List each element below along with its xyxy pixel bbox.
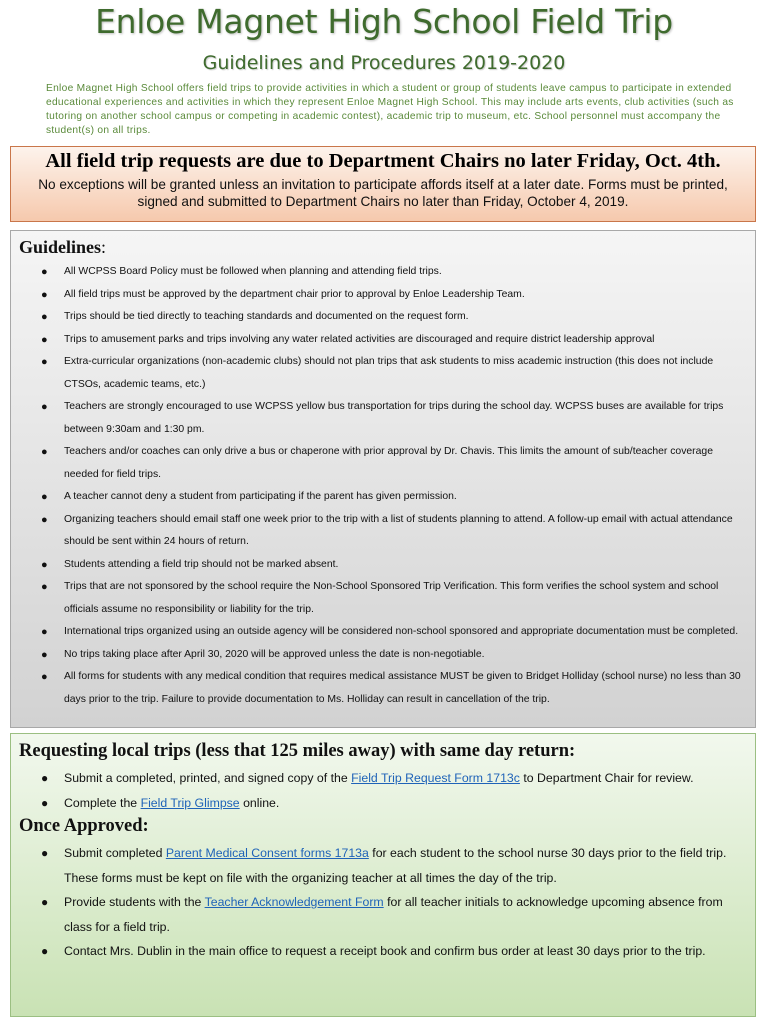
deadline-headline: All field trip requests are due to Department Chairs no later Friday, Oct. 4th. [45, 150, 721, 172]
guideline-item [11, 554, 755, 577]
bullet-icon: ● [41, 648, 48, 661]
list-item [11, 766, 755, 791]
guideline-text: International trips organized using an outside agency will be considered non-school sponsored and appropriate documentation must be completed. [64, 626, 739, 637]
intro-paragraph: Enloe Magnet High School offers field trips to provide activities in which a student or group of students leave campus to participate in extended educational experiences and activities in which they represent Enloe Magnet High School. This may include arts events, club activities (such as tutoring on another school campus or competing in academic contest), academic trip to museum, etc. School personnel must accompany the student(s) on all trips. [46, 83, 734, 136]
item-text: to Department Chair for review. [519, 771, 694, 785]
deadline-body: No exceptions will be granted unless an invitation to participate affords itself at a later date. Forms must be printed, signed and submitted to Department Chairs no later than Friday, October 4, 2019. [38, 177, 728, 209]
once-approved-list [11, 841, 755, 964]
guideline-text: Teachers are strongly encouraged to use WCPSS yellow bus transportation for trips during the school day. WCPSS buses are available for trips between 9:30am and 1:30 pm. [64, 401, 724, 435]
item-text: Contact Mrs. Dublin in the main office to request a receipt book and confirm bus order at least 30 days prior to the trip. [64, 944, 706, 958]
bullet-icon: ● [41, 266, 48, 278]
guideline-text: All WCPSS Board Policy must be followed when planning and attending field trips. [64, 266, 442, 277]
list-item [11, 791, 755, 816]
bullet-icon: ● [41, 513, 48, 526]
bullet-icon: ● [41, 846, 49, 860]
item-text: for each student to the school nurse 30 days prior to the field trip. These forms must be kept on file with the organizing teacher at all times the day of the trip. [64, 846, 727, 885]
bullet-icon: ● [41, 795, 49, 810]
bullet-icon: ● [41, 895, 49, 909]
local-trips-list [11, 766, 755, 815]
parent-medical-consent-link[interactable]: Parent Medical Consent forms 1713a [165, 846, 369, 860]
bullet-icon: ● [41, 401, 48, 413]
item-text: Provide students with the [64, 895, 205, 909]
guidelines-heading-colon: : [101, 237, 107, 257]
guideline-item [11, 441, 755, 486]
guideline-item [11, 509, 755, 554]
local-trips-section [10, 733, 756, 1017]
guideline-text: Trips to amusement parks and trips involving any water related activities are discouraged and require district leadership approval [64, 333, 655, 345]
guideline-text: Extra-curricular organizations (non-academic clubs) should not plan trips that ask students to miss academic instruction (this does not include CTSOs, academic teams, etc.) [64, 356, 714, 390]
guideline-item [11, 486, 755, 509]
local-trips-heading: Requesting local trips (less that 125 miles away) with same day return: [19, 741, 576, 761]
guideline-text: Teachers and/or coaches can only drive a bus or chaperone with prior approval by Dr. Chavis. This limits the amount of sub/teacher coverage needed for field trips. [64, 446, 713, 480]
guideline-text: Students attending a field trip should not be marked absent. [64, 558, 339, 570]
deadline-banner [10, 146, 756, 222]
bullet-icon: ● [41, 626, 48, 638]
list-item [11, 890, 755, 939]
list-item [11, 841, 755, 890]
field-trip-request-form-link[interactable]: Field Trip Request Form 1713c [351, 771, 520, 785]
guideline-item [11, 666, 755, 711]
bullet-icon: ● [41, 581, 48, 593]
page-subtitle: Guidelines and Procedures 2019-2020 [202, 52, 566, 74]
bullet-icon: ● [41, 311, 48, 323]
guidelines-list [11, 261, 755, 711]
guideline-item [11, 351, 755, 396]
guideline-item [11, 306, 755, 329]
guideline-item [11, 621, 755, 644]
guideline-item [11, 576, 755, 621]
teacher-acknowledgement-form-link[interactable]: Teacher Acknowledgement Form [204, 895, 384, 909]
guideline-text: Trips should be tied directly to teaching standards and documented on the request form. [64, 311, 469, 322]
guidelines-section [10, 230, 756, 728]
guidelines-heading-label: Guidelines [19, 237, 102, 257]
item-text: Complete the [64, 795, 141, 810]
page-title: Enloe Magnet High School Field Trip [95, 2, 673, 41]
guideline-text: All field trips must be approved by the department chair prior to approval by Enloe Leadership Team. [64, 288, 525, 300]
guideline-text: A teacher cannot deny a student from participating if the parent has given permission. [64, 491, 457, 502]
guideline-text: Trips that are not sponsored by the school require the Non-School Sponsored Trip Verification. This form verifies the school system and school officials assume no responsibility or liability for the trip. [64, 581, 719, 615]
bullet-icon: ● [41, 771, 49, 785]
once-approved-heading: Once Approved: [19, 816, 149, 836]
bullet-icon: ● [41, 671, 48, 683]
guideline-text: All forms for students with any medical condition that requires medical assistance MUST be given to Bridget Holliday (school nurse) no less than 30 days prior to the trip. Failure to provide documentation to Ms. Holliday can result in cancellation of the trip. [64, 671, 741, 705]
bullet-icon: ● [41, 558, 48, 571]
guideline-text: Organizing teachers should email staff one week prior to the trip with a list of students planning to attend. A follow-up email with actual attendance should be sent within 24 hours of return. [64, 513, 733, 547]
guideline-item [11, 261, 755, 284]
bullet-icon: ● [41, 288, 48, 301]
item-text: online. [239, 795, 280, 810]
list-item [11, 939, 755, 964]
guideline-item [11, 329, 755, 352]
guideline-item [11, 284, 755, 307]
item-text: for all teacher initials to acknowledge upcoming absence from class for a field trip. [64, 895, 723, 934]
field-trip-glimpse-link[interactable]: Field Trip Glimpse [140, 795, 240, 810]
bullet-icon: ● [41, 944, 49, 958]
bullet-icon: ● [41, 333, 48, 346]
guideline-item [11, 396, 755, 441]
guidelines-heading [19, 237, 755, 258]
bullet-icon: ● [41, 356, 48, 368]
item-text: Submit a completed, printed, and signed copy of the [64, 771, 352, 785]
guideline-text: No trips taking place after April 30, 2020 will be approved unless the date is non-negotiable. [64, 648, 485, 660]
guideline-item [11, 644, 755, 667]
item-text: Submit completed [64, 846, 166, 860]
bullet-icon: ● [41, 446, 48, 458]
bullet-icon: ● [41, 491, 48, 503]
